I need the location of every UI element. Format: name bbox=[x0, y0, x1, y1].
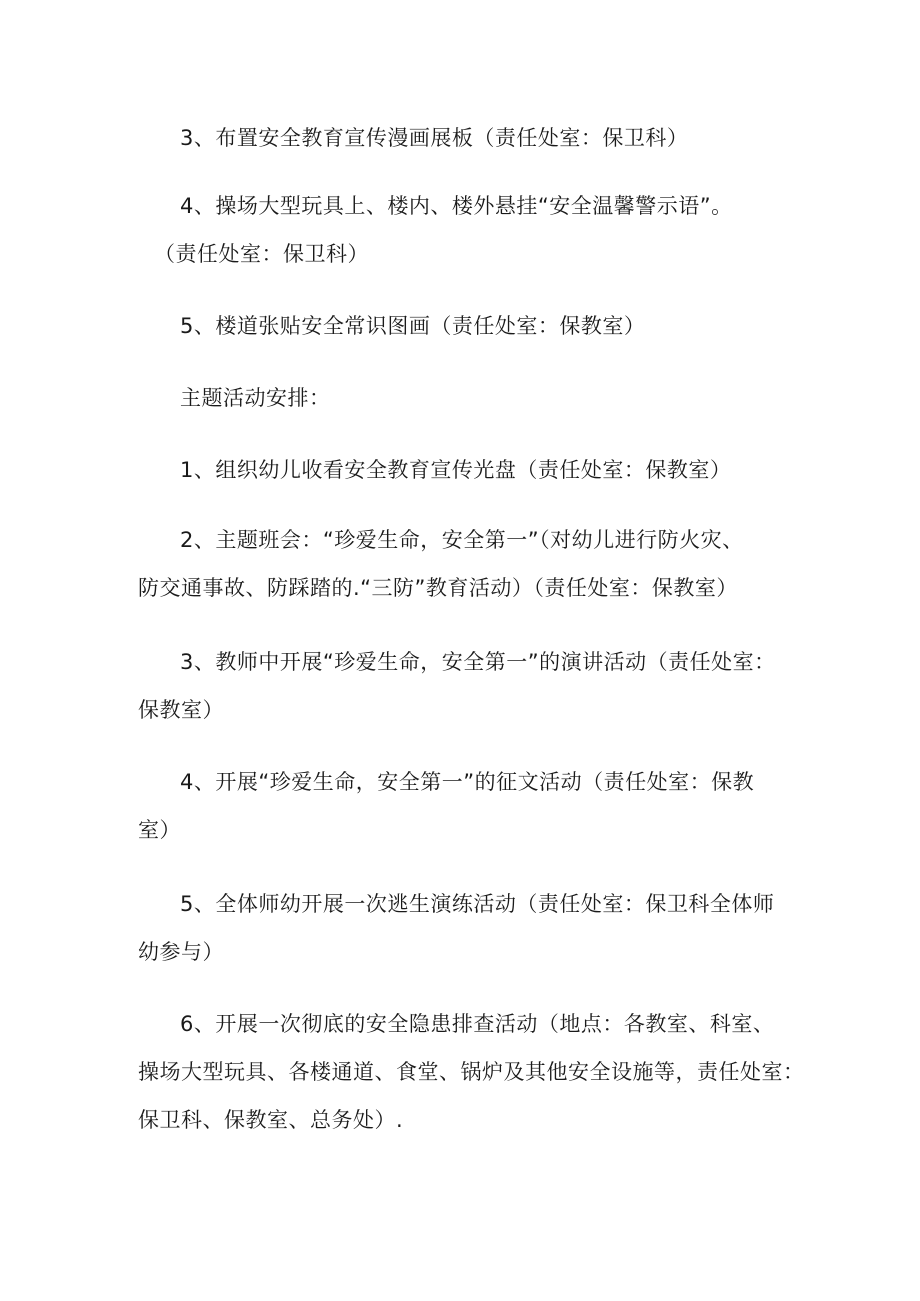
activity-item-2 bbox=[138, 516, 798, 612]
paragraph-line: 室） bbox=[138, 818, 181, 842]
activity-item-3 bbox=[138, 638, 798, 734]
paragraph-line: 4、操场大型玩具上、楼内、楼外悬挂“安全温馨警示语”。 bbox=[180, 194, 733, 218]
paragraph-line: 1、组织幼儿收看安全教育宣传光盘（责任处室：保教室） bbox=[180, 458, 732, 482]
paragraph-item-4 bbox=[138, 182, 798, 278]
section-heading bbox=[138, 374, 798, 422]
paragraph-item-5 bbox=[138, 302, 798, 350]
activity-item-1 bbox=[138, 446, 798, 494]
paragraph-item-3 bbox=[138, 114, 798, 162]
activity-item-5 bbox=[138, 880, 798, 976]
paragraph-line: 5、全体师幼开展一次逃生演练活动（责任处室：保卫科全体师 bbox=[180, 892, 775, 916]
paragraph-line: 操场大型玩具、各楼通道、食堂、锅炉及其他安全设施等，责任处室： bbox=[138, 1060, 805, 1084]
paragraph-line: 2、主题班会：“珍爱生命，安全第一”（对幼儿进行防火灾、 bbox=[180, 528, 744, 552]
paragraph-line: 保卫科、保教室、总务处）. bbox=[138, 1108, 404, 1132]
paragraph-line: 主题活动安排： bbox=[180, 386, 331, 410]
paragraph-line: 5、楼道张贴安全常识图画（责任处室：保教室） bbox=[180, 314, 646, 338]
paragraph-line: 6、开展一次彻底的安全隐患排查活动（地点：各教室、科室、 bbox=[180, 1012, 775, 1036]
paragraph-line: 防交通事故、防踩踏的.“三防”教育活动）（责任处室：保教室） bbox=[138, 576, 738, 600]
paragraph-line: 4、开展“珍爱生命，安全第一”的征文活动（责任处室：保教 bbox=[180, 770, 755, 794]
paragraph-line: 保教室） bbox=[138, 698, 224, 722]
activity-item-6 bbox=[138, 1000, 805, 1144]
activity-item-4 bbox=[138, 758, 798, 854]
paragraph-line: 3、布置安全教育宣传漫画展板（责任处室：保卫科） bbox=[180, 126, 689, 150]
paragraph-line: （责任处室：保卫科） bbox=[154, 242, 369, 266]
paragraph-line: 幼参与） bbox=[138, 940, 224, 964]
paragraph-line: 3、教师中开展“珍爱生命，安全第一”的演讲活动（责任处室： bbox=[180, 650, 776, 674]
